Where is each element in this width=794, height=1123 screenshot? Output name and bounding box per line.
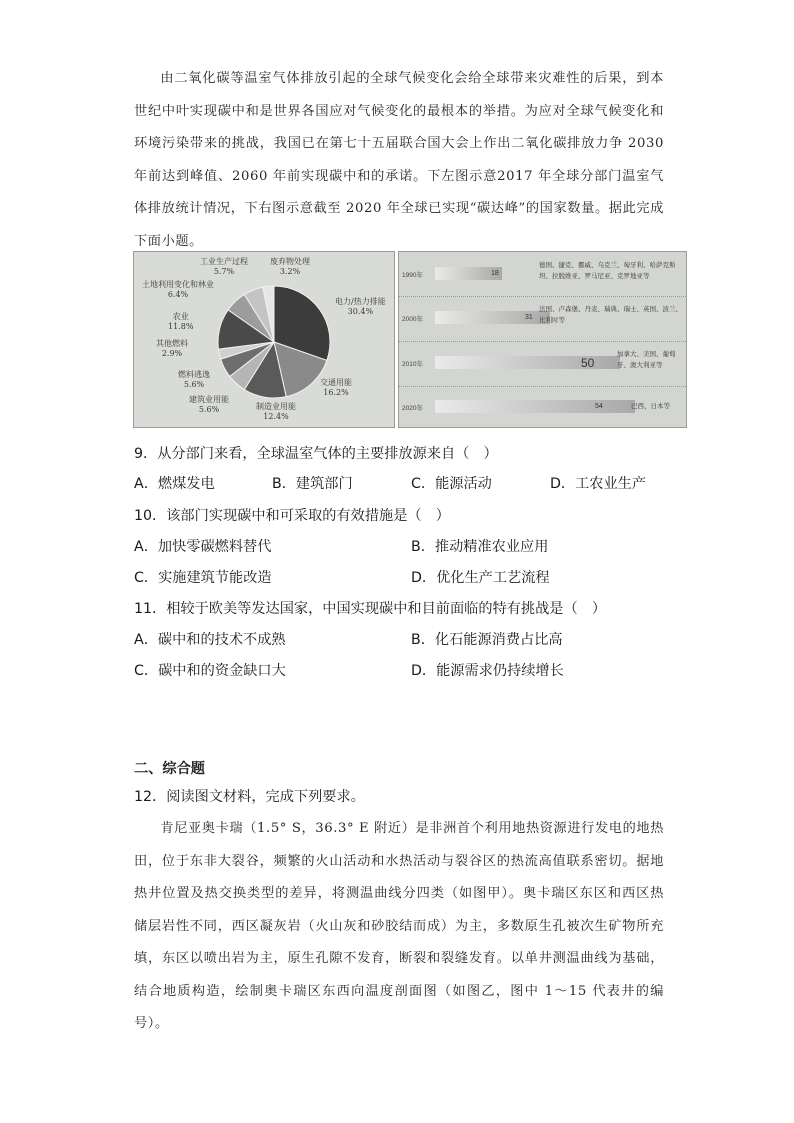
section-title: 二、综合题 [134, 761, 205, 777]
bar-year-2010: 2010年 [402, 361, 423, 368]
q10-option-b[interactable]: B．推动精准农业应用 [411, 539, 549, 555]
bar-countries-2010: 加拿大、美国、葡萄牙、澳大利亚等 [617, 350, 676, 369]
pie-label-building: 建筑业用能 5.6% [189, 395, 229, 414]
q9-option-a[interactable]: A．燃煤发电 [134, 476, 215, 492]
bar-countries-2020: 巴西、日本等 [631, 402, 670, 410]
peak-countries-figure [398, 251, 687, 428]
pie-label-other-fuel: 其他燃料 2.9% [156, 339, 188, 358]
bar-value-2010: 50 [581, 356, 595, 370]
q11-option-a[interactable]: A．碳中和的技术不成熟 [134, 632, 286, 648]
pie-label-power: 电力/热力排能 30.4% [335, 297, 386, 316]
q11-option-b[interactable]: B．化石能源消费占比高 [411, 632, 563, 648]
pie-label-fugitive: 燃料逃逸 5.6% [178, 370, 210, 389]
bar-year-2000: 2000年 [402, 316, 423, 323]
pie-label-waste: 废弃物处理 3.2% [270, 257, 310, 276]
q9-option-b[interactable]: B．建筑部门 [272, 476, 353, 492]
bar-value-2020: 54 [595, 403, 603, 410]
q11-option-c[interactable]: C．碳中和的资金缺口大 [134, 663, 286, 679]
pie-label-agriculture: 农业 11.8% [168, 312, 194, 331]
pie-label-industry: 工业生产过程 5.7% [200, 257, 248, 276]
bar-countries-2000: 法国、卢森堡、丹麦、瑞典、瑞士、英国、波兰、比利时等 [539, 305, 682, 324]
question-9-stem: 9．从分部门来看，全球温室气体的主要排放源来自（ ） [134, 446, 498, 462]
bar-countries-1990: 德国、捷克、挪威、乌克兰、匈牙利、哈萨克斯坦、拉脱维亚、罗马尼亚、克罗地亚等 [539, 261, 676, 280]
bar-year-2020: 2020年 [402, 405, 423, 412]
bar-year-1990: 1990年 [402, 272, 423, 279]
bar-value-1990: 18 [491, 270, 499, 277]
q10-option-c[interactable]: C．实施建筑节能改造 [134, 570, 272, 586]
q9-option-d[interactable]: D．工农业生产 [550, 476, 647, 492]
pie-label-manufacturing: 制造业用能 12.4% [256, 402, 296, 421]
bar-value-2000: 31 [525, 314, 533, 321]
q10-option-d[interactable]: D．优化生产工艺流程 [411, 570, 550, 586]
q10-option-a[interactable]: A．加快零碳燃料替代 [134, 539, 272, 555]
question-12-stem: 12．阅读图文材料，完成下列要求。 [134, 789, 365, 805]
pie-label-landuse: 土地利用变化和林业 6.4% [142, 280, 214, 299]
question-11-stem: 11．相较于欧美等发达国家，中国实现碳中和目前面临的特有挑战是（ ） [134, 601, 607, 617]
q9-option-c[interactable]: C．能源活动 [411, 476, 492, 492]
pie-chart-figure [133, 251, 395, 428]
bar-2020 [435, 400, 635, 413]
intro-paragraph: 由二氧化碳等温室气体排放引起的全球气候变化会给全球带来灾难性的后果，到本世纪中叶实现碳中和是世界各国应对气候变化的最根本的举措。为应对全球气候变化和环境污染带来的挑战，我国已在第七十五届联合国大会上作出二氧化碳排放力争 2030 年前达到峰值、2060 年前实现碳中和的承诺。下左图示意2017 年全球分部门温室气体排放统计情况，下右图示意截至 2020 年全球已实现“碳达峰”的国家数量。据此完成下面小题。 [134, 71, 664, 249]
q12-paragraph: 肯尼亚奥卡瑞（1.5° S，36.3° E 附近）是非洲首个利用地热资源进行发电的地热田，位于东非大裂谷，频繁的火山活动和水热活动与裂谷区的热流高值联系密切。据地热井位置及热交换类型的差异，将测温曲线分四类（如图甲）。奥卡瑞区东区和西区热储层岩性不同，西区凝灰岩（火山灰和砂胶结而成）为主，多数原生孔被次生矿物所充填，东区以喷出岩为主，原生孔隙不发育，断裂和裂缝发育。以单井测温曲线为基础，结合地质构造，绘制奥卡瑞区东西向温度剖面图（如图乙，图中 1～15 代表井的编号）。 [134, 821, 664, 1031]
pie-label-transport: 交通用能 16.2% [320, 378, 352, 397]
question-10-stem: 10．该部门实现碳中和可采取的有效措施是（ ） [134, 508, 450, 524]
q11-option-d[interactable]: D．能源需求仍持续增长 [411, 663, 564, 679]
